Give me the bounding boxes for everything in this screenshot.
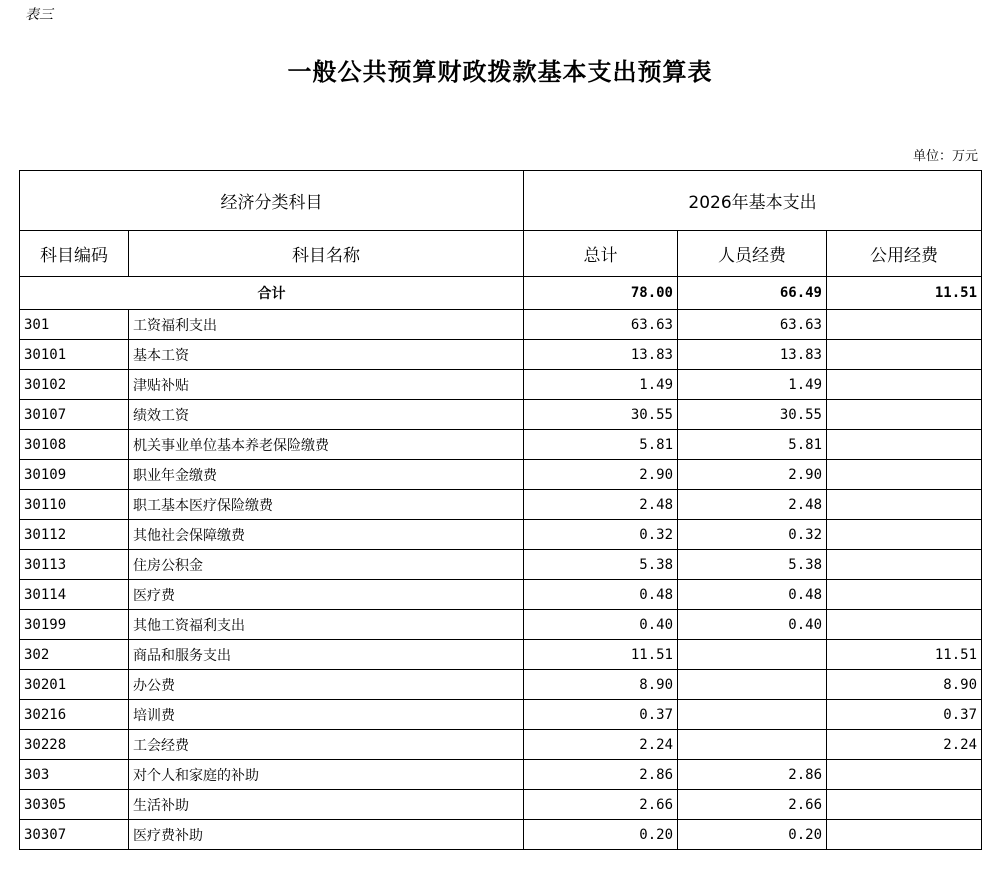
row-total: 13.83	[524, 340, 678, 370]
row-personnel: 5.38	[678, 550, 827, 580]
table-row	[20, 790, 982, 820]
table-row	[20, 760, 982, 790]
header-year-basic-expense: 2026年基本支出	[524, 171, 982, 231]
row-personnel	[678, 700, 827, 730]
table-row	[20, 820, 982, 850]
row-code: 30305	[20, 790, 129, 820]
header-total: 总计	[524, 231, 678, 277]
total-row	[20, 277, 982, 310]
row-public: 8.90	[827, 670, 982, 700]
total-personnel: 66.49	[678, 277, 827, 310]
row-personnel	[678, 730, 827, 760]
row-code: 30110	[20, 490, 129, 520]
row-personnel: 2.66	[678, 790, 827, 820]
row-public	[827, 760, 982, 790]
row-personnel: 2.86	[678, 760, 827, 790]
row-total: 2.90	[524, 460, 678, 490]
total-public: 11.51	[827, 277, 982, 310]
row-name: 医疗费	[129, 580, 524, 610]
table-label: 表三	[25, 7, 53, 23]
row-code: 30108	[20, 430, 129, 460]
row-public	[827, 310, 982, 340]
row-total: 11.51	[524, 640, 678, 670]
row-total: 2.66	[524, 790, 678, 820]
table-row	[20, 670, 982, 700]
row-code: 303	[20, 760, 129, 790]
row-name: 其他工资福利支出	[129, 610, 524, 640]
row-public	[827, 580, 982, 610]
row-total: 0.32	[524, 520, 678, 550]
table-row	[20, 580, 982, 610]
row-total: 1.49	[524, 370, 678, 400]
row-code: 30216	[20, 700, 129, 730]
row-personnel: 5.81	[678, 430, 827, 460]
unit-note: 单位：万元	[912, 149, 978, 164]
row-total: 0.40	[524, 610, 678, 640]
table-row	[20, 370, 982, 400]
row-public	[827, 520, 982, 550]
row-code: 30102	[20, 370, 129, 400]
table-row	[20, 610, 982, 640]
table-row	[20, 400, 982, 430]
row-name: 津贴补贴	[129, 370, 524, 400]
row-public	[827, 550, 982, 580]
header-economic-category: 经济分类科目	[20, 171, 524, 231]
row-public	[827, 790, 982, 820]
row-total: 0.48	[524, 580, 678, 610]
row-public	[827, 610, 982, 640]
row-personnel: 63.63	[678, 310, 827, 340]
row-personnel: 0.40	[678, 610, 827, 640]
table-row	[20, 550, 982, 580]
row-name: 绩效工资	[129, 400, 524, 430]
row-total: 63.63	[524, 310, 678, 340]
row-personnel: 2.90	[678, 460, 827, 490]
row-name: 职业年金缴费	[129, 460, 524, 490]
row-public	[827, 430, 982, 460]
row-public	[827, 460, 982, 490]
row-code: 301	[20, 310, 129, 340]
row-code: 30201	[20, 670, 129, 700]
table-row	[20, 640, 982, 670]
header-public: 公用经费	[827, 231, 982, 277]
row-code: 30228	[20, 730, 129, 760]
row-code: 30114	[20, 580, 129, 610]
row-code: 302	[20, 640, 129, 670]
row-total: 2.86	[524, 760, 678, 790]
row-total: 30.55	[524, 400, 678, 430]
row-personnel: 1.49	[678, 370, 827, 400]
row-code: 30112	[20, 520, 129, 550]
row-name: 住房公积金	[129, 550, 524, 580]
row-public: 2.24	[827, 730, 982, 760]
page-title: 一般公共预算财政拨款基本支出预算表	[287, 57, 713, 86]
row-code: 30107	[20, 400, 129, 430]
total-total: 78.00	[524, 277, 678, 310]
row-code: 30113	[20, 550, 129, 580]
table-row	[20, 340, 982, 370]
table-row	[20, 490, 982, 520]
table-row	[20, 700, 982, 730]
header-row-2	[20, 231, 982, 277]
row-personnel	[678, 670, 827, 700]
row-public	[827, 400, 982, 430]
row-name: 对个人和家庭的补助	[129, 760, 524, 790]
row-personnel: 0.32	[678, 520, 827, 550]
row-name: 机关事业单位基本养老保险缴费	[129, 430, 524, 460]
row-personnel: 13.83	[678, 340, 827, 370]
row-public: 0.37	[827, 700, 982, 730]
header-personnel: 人员经费	[678, 231, 827, 277]
row-name: 工会经费	[129, 730, 524, 760]
row-name: 办公费	[129, 670, 524, 700]
row-public	[827, 820, 982, 850]
row-name: 基本工资	[129, 340, 524, 370]
row-personnel: 2.48	[678, 490, 827, 520]
row-name: 商品和服务支出	[129, 640, 524, 670]
header-code: 科目编码	[20, 231, 129, 277]
row-total: 5.38	[524, 550, 678, 580]
row-public	[827, 340, 982, 370]
table-row	[20, 430, 982, 460]
header-name: 科目名称	[129, 231, 524, 277]
row-public	[827, 490, 982, 520]
table-row	[20, 460, 982, 490]
row-personnel: 30.55	[678, 400, 827, 430]
table-row	[20, 520, 982, 550]
budget-table	[19, 170, 982, 850]
row-public	[827, 370, 982, 400]
row-name: 工资福利支出	[129, 310, 524, 340]
row-code: 30199	[20, 610, 129, 640]
header-row-1	[20, 171, 982, 231]
row-total: 2.24	[524, 730, 678, 760]
row-code: 30307	[20, 820, 129, 850]
total-label: 合计	[20, 277, 524, 310]
row-name: 职工基本医疗保险缴费	[129, 490, 524, 520]
row-name: 其他社会保障缴费	[129, 520, 524, 550]
row-personnel: 0.20	[678, 820, 827, 850]
table-row	[20, 310, 982, 340]
row-total: 2.48	[524, 490, 678, 520]
row-name: 生活补助	[129, 790, 524, 820]
row-total: 5.81	[524, 430, 678, 460]
row-total: 0.20	[524, 820, 678, 850]
table-row	[20, 730, 982, 760]
row-personnel	[678, 640, 827, 670]
row-public: 11.51	[827, 640, 982, 670]
row-total: 0.37	[524, 700, 678, 730]
row-name: 医疗费补助	[129, 820, 524, 850]
row-code: 30101	[20, 340, 129, 370]
row-personnel: 0.48	[678, 580, 827, 610]
row-name: 培训费	[129, 700, 524, 730]
row-total: 8.90	[524, 670, 678, 700]
row-code: 30109	[20, 460, 129, 490]
